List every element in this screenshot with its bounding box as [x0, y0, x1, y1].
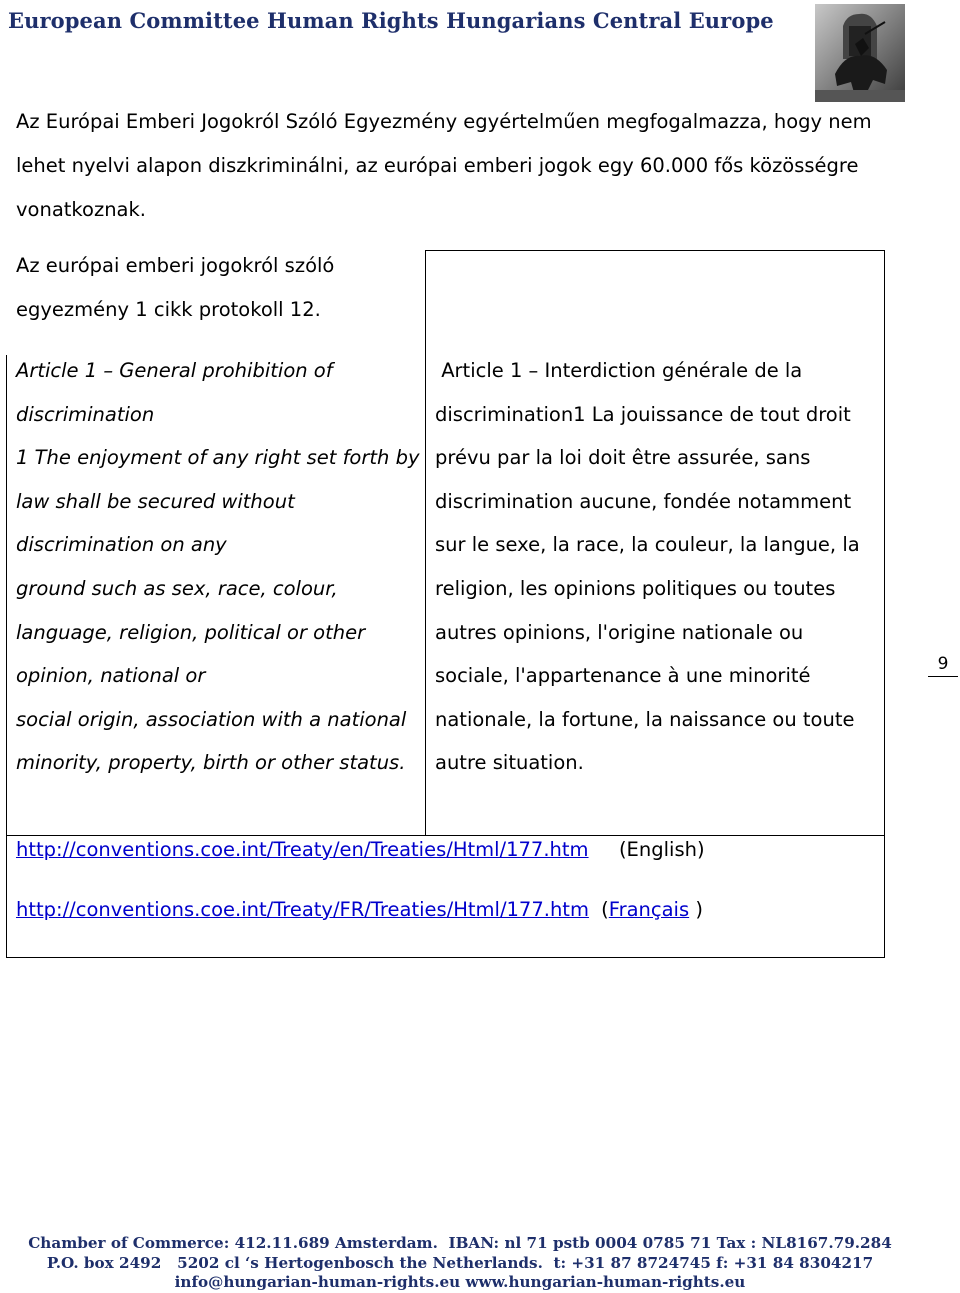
footer-line-commerce: Chamber of Commerce: 412.11.689 Amsterdam. IBAN: nl 71 pstb 0004 0785 71 Tax : NL8167.79.284	[28, 1234, 892, 1252]
english-line: opinion, national or	[16, 664, 206, 688]
french-line: autres opinions, l'origine nationale ou	[435, 620, 804, 644]
french-label-close: )	[689, 898, 703, 921]
french-line: Article 1 – Interdiction générale de la	[435, 359, 803, 382]
english-treaty-link[interactable]: http://conventions.coe.int/Treaty/en/Treaties/Html/177.htm	[16, 838, 589, 861]
english-line: social origin, association with a national	[16, 707, 407, 731]
protocol-title	[16, 244, 416, 332]
french-treaty-link[interactable]: http://conventions.coe.int/Treaty/FR/Treaties/Html/177.htm	[16, 898, 589, 921]
english-article-text	[16, 349, 421, 785]
intro-line: vonatkoznak.	[16, 198, 146, 221]
french-line: prévu par la loi doit être assurée, sans	[435, 446, 811, 470]
intro-line: Az Európai Emberi Jogokról Szóló Egyezmény egyértelműen megfogalmazza, hogy nem	[16, 110, 872, 133]
footer-contact	[0, 1234, 920, 1293]
french-line: religion, les opinions politiques ou toutes	[435, 576, 836, 600]
english-link-row	[16, 838, 705, 861]
english-line: discrimination on any	[16, 533, 227, 557]
french-article-text	[435, 349, 880, 785]
french-line: sociale, l'appartenance à une minorité	[435, 664, 811, 688]
footer-line-address: P.O. box 2492 5202 cl ‘s Hertogenbosch the Netherlands. t: +31 87 8724745 f: +31 84 8304217	[46, 1253, 874, 1272]
french-line: autre situation.	[435, 751, 584, 775]
statue-photo-icon	[815, 4, 905, 102]
english-line: ground such as sex, race, colour,	[16, 576, 338, 600]
intro-line: lehet nyelvi alapon diszkriminálni, az európai emberi jogok egy 60.000 fős közösségre	[16, 154, 859, 177]
protocol-title-line: Az európai emberi jogokról szóló	[16, 254, 335, 277]
english-label: (English)	[618, 838, 705, 861]
header-title: European Committee Human Rights Hungarians Central Europe	[8, 8, 774, 33]
row-divider	[6, 835, 885, 836]
french-line: sur le sexe, la race, la couleur, la langue, la	[435, 533, 860, 557]
french-line: nationale, la fortune, la naissance ou toute	[435, 707, 855, 731]
french-line: discrimination1 La jouissance de tout droit	[435, 402, 851, 426]
french-link-row	[16, 898, 703, 921]
english-line: language, religion, political or other	[16, 620, 366, 644]
english-line: Article 1 – General prohibition of	[16, 359, 333, 382]
english-line: law shall be secured without	[16, 489, 295, 513]
footer-line-web: info@hungarian-human-rights.eu www.hungarian-human-rights.eu	[174, 1273, 746, 1291]
english-line: minority, property, birth or other status.	[16, 751, 406, 775]
french-language-link[interactable]: Français	[608, 898, 690, 921]
english-line: 1 The enjoyment of any right set forth by	[16, 446, 420, 470]
page-number: 9	[928, 654, 958, 677]
french-label-open: (	[601, 898, 609, 921]
column-divider	[425, 250, 426, 835]
french-line: discrimination aucune, fondée notamment	[435, 489, 852, 513]
english-line: discrimination	[16, 402, 155, 426]
intro-paragraph	[16, 100, 876, 232]
protocol-title-line: egyezmény 1 cikk protokoll 12.	[16, 298, 321, 321]
